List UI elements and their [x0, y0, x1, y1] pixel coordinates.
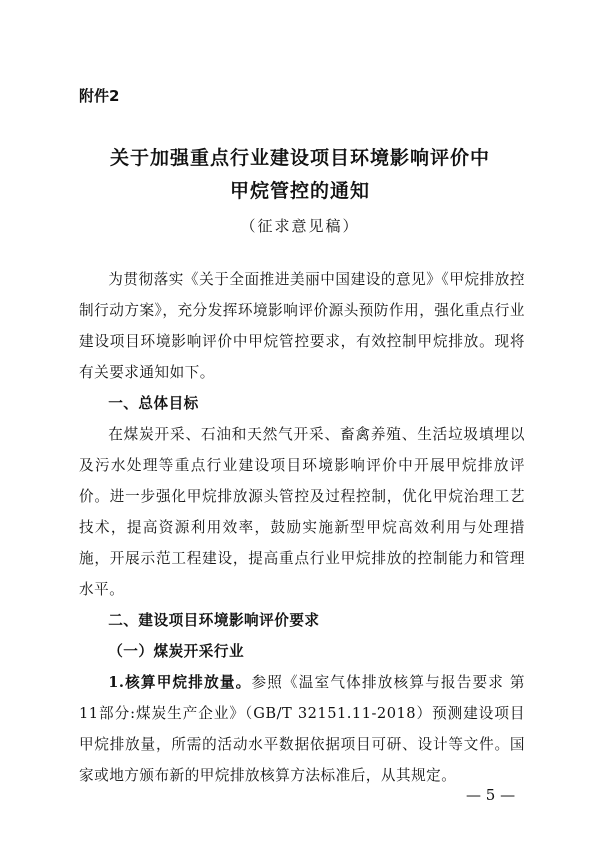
page-number: — 5 —: [466, 786, 516, 804]
item-1-lead: 1.核算甲烷排放量。: [108, 674, 252, 691]
document-title-line-2: 甲烷管控的通知: [229, 180, 370, 202]
section-2-heading: 二、建设项目环境影响评价要求: [108, 612, 320, 629]
item-1-paragraph: [79, 667, 525, 791]
document-body: [79, 264, 525, 791]
section-1-paragraph: 在煤炭开采、石油和天然气开采、畜禽养殖、生活垃圾填埋以及污水处理等重点行业建设项目环境影响评价中开展甲烷排放评价。进一步强化甲烷排放源头管控及过程控制，优化甲烷治理工艺技术，提高资源利用效率，鼓励实施新型甲烷高效利用与处理措施，开展示范工程建设，提高重点行业甲烷排放的控制能力和管理水平。: [79, 426, 525, 598]
item-1-text: 参照《温室气体排放核算与报告要求 第11部分:煤炭生产企业》（GB/T 32151.11-2018）预测建设项目甲烷排放量，所需的活动水平数据依据项目可研、设计等文件。国家或地方颁布新的甲烷排放核算方法标准后，从其规定。: [79, 674, 525, 784]
subsection-1-heading: （一）煤炭开采行业: [108, 643, 245, 660]
intro-paragraph: 为贯彻落实《关于全面推进美丽中国建设的意见》《甲烷排放控制行动方案》，充分发挥环境影响评价源头预防作用，强化重点行业建设项目环境影响评价中甲烷管控要求，有效控制甲烷排放。现将有关要求通知如下。: [79, 271, 525, 381]
attachment-label: 附件2: [79, 87, 120, 105]
draft-status-subtitle: （征求意见稿）: [240, 217, 360, 235]
document-title-line-1: 关于加强重点行业建设项目环境影响评价中: [109, 147, 490, 169]
section-1-heading: 一、总体目标: [108, 395, 199, 412]
